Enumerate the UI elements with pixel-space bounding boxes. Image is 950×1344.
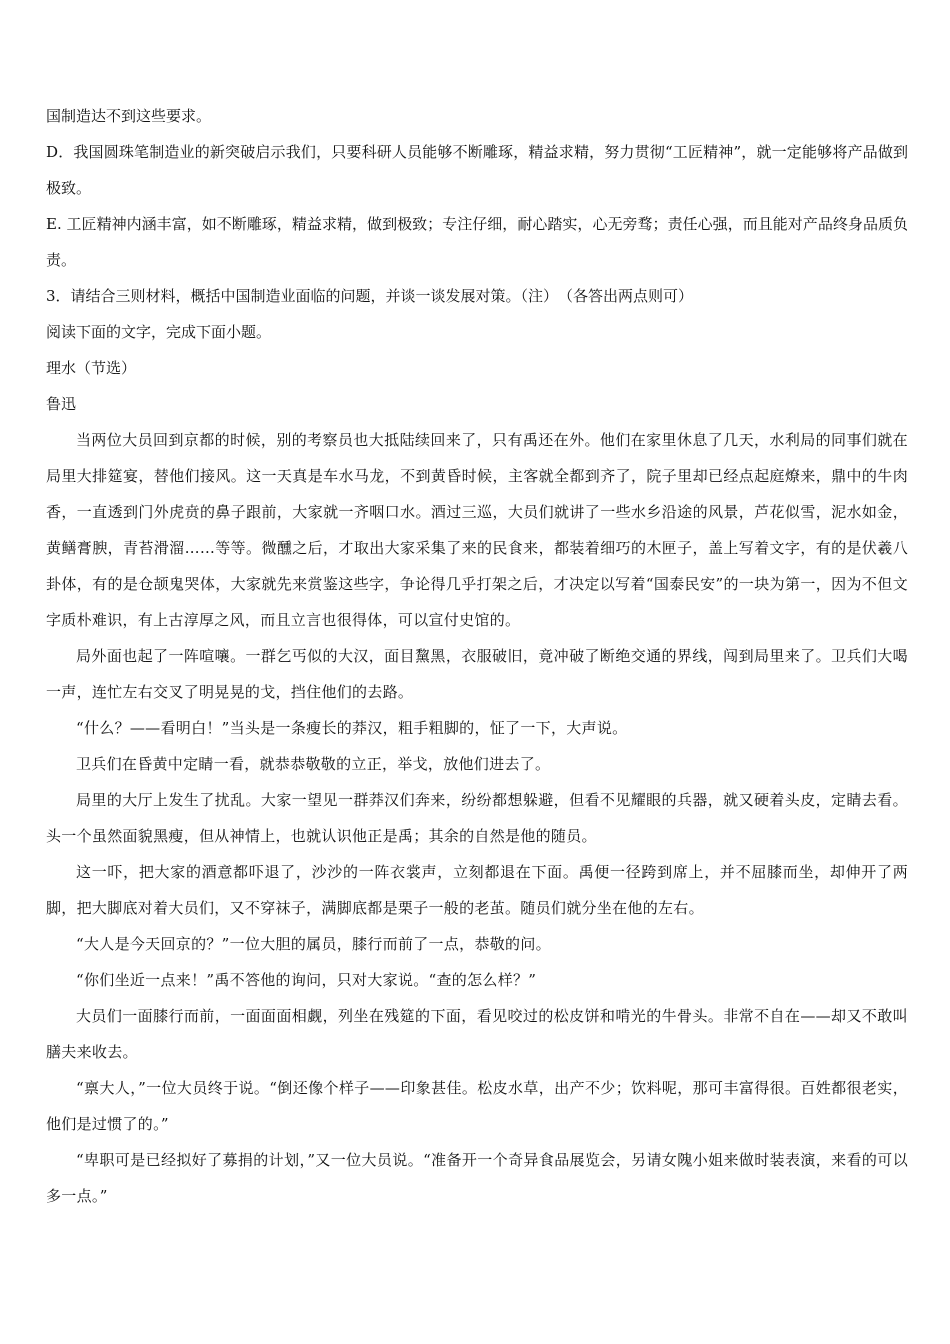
article-title: 理水（节选） bbox=[46, 359, 137, 377]
reading-instruction: 阅读下面的文字，完成下面小题。 bbox=[46, 323, 272, 341]
article-paragraph: 局外面也起了一阵喧嚷。一群乞丐似的大汉，面目黧黑，衣服破旧，竟冲破了断绝交通的界线，闯到局里来了。卫兵们大喝一声，连忙左右交叉了明晃晃的戈，挡住他们的去路。 bbox=[46, 647, 908, 701]
article-author: 鲁迅 bbox=[46, 395, 77, 413]
article-paragraph: “卑职可是已经拟好了募捐的计划，”又一位大员说。“准备开一个奇异食品展览会，另请女隗小姐来做时装表演，来看的可以多一点。” bbox=[46, 1151, 908, 1205]
article-paragraph: 当两位大员回到京都的时候，别的考察员也大抵陆续回来了，只有禹还在外。他们在家里休息了几天，水利局的同事们就在局里大排筵宴，替他们接风。这一天真是车水马龙，不到黄昏时候，主客就全都到齐了，院子里却已经点起庭燎来，鼎中的牛肉香，一直透到门外虎贲的鼻子跟前，大家就一齐咽口水。酒过三巡，大员们就讲了一些水乡沿途的风景，芦花似雪，泥水如金，黄鳝膏腴，青苔滑溜……等等。微醺之后，才取出大家采集了来的民食来，都装着细巧的木匣子，盖上写着文字，有的是伏羲八卦体，有的是仓颉鬼哭体，大家就先来赏鉴这些字，争论得几乎打架之后，才决定以写着“国泰民安”的一块为第一，因为不但文字质朴难识，有上古淳厚之风，而且立言也很得体，可以宣付史馆的。 bbox=[46, 431, 908, 629]
option-e: E. 工匠精神内涵丰富，如不断雕琢，精益求精，做到极致；专注仔细，耐心踏实，心无旁骛；责任心强，而且能对产品终身品质负责。 bbox=[46, 215, 908, 269]
article-paragraph: “禀大人，”一位大员终于说。“倒还像个样子——印象甚佳。松皮水草，出产不少；饮料呢，那可丰富得很。百姓都很老实，他们是过惯了的。” bbox=[46, 1079, 908, 1133]
option-c-tail: 国制造达不到这些要求。 bbox=[46, 107, 212, 125]
article-paragraph: “你们坐近一点来！”禹不答他的询问，只对大家说。“查的怎么样？” bbox=[76, 971, 537, 989]
option-d: D．我国圆珠笔制造业的新突破启示我们，只要科研人员能够不断雕琢，精益求精，努力贯彻“工匠精神”，就一定能够将产品做到极致。 bbox=[46, 143, 908, 197]
question-3: 3．请结合三则材料，概括中国制造业面临的问题，并谈一谈发展对策。（注） （各答出两点则可） bbox=[46, 287, 694, 305]
article-paragraph: 大员们一面膝行而前，一面面面相觑，列坐在残筵的下面，看见咬过的松皮饼和啃光的牛骨头。非常不自在——却又不敢叫膳夫来收去。 bbox=[46, 1007, 908, 1061]
article-paragraph: 卫兵们在昏黄中定睛一看，就恭恭敬敬的立正，举戈，放他们进去了。 bbox=[76, 755, 551, 773]
article-paragraph: 这一吓，把大家的酒意都吓退了，沙沙的一阵衣裳声，立刻都退在下面。禹便一径跨到席上，并不屈膝而坐，却伸开了两脚，把大脚底对着大员们，又不穿袜子，满脚底都是栗子一般的老茧。随员们就分坐在他的左右。 bbox=[46, 863, 908, 917]
document-page bbox=[46, 98, 908, 1214]
article-paragraph: “大人是今天回京的？”一位大胆的属员，膝行而前了一点，恭敬的问。 bbox=[76, 935, 551, 953]
article-paragraph: “什么？——看明白！”当头是一条瘦长的莽汉，粗手粗脚的，怔了一下，大声说。 bbox=[76, 719, 628, 737]
article-paragraph: 局里的大厅上发生了扰乱。大家一望见一群莽汉们奔来，纷纷都想躲避，但看不见耀眼的兵器，就又硬着头皮，定睛去看。头一个虽然面貌黑瘦，但从神情上，也就认识他正是禹；其余的自然是他的随员。 bbox=[46, 791, 908, 845]
